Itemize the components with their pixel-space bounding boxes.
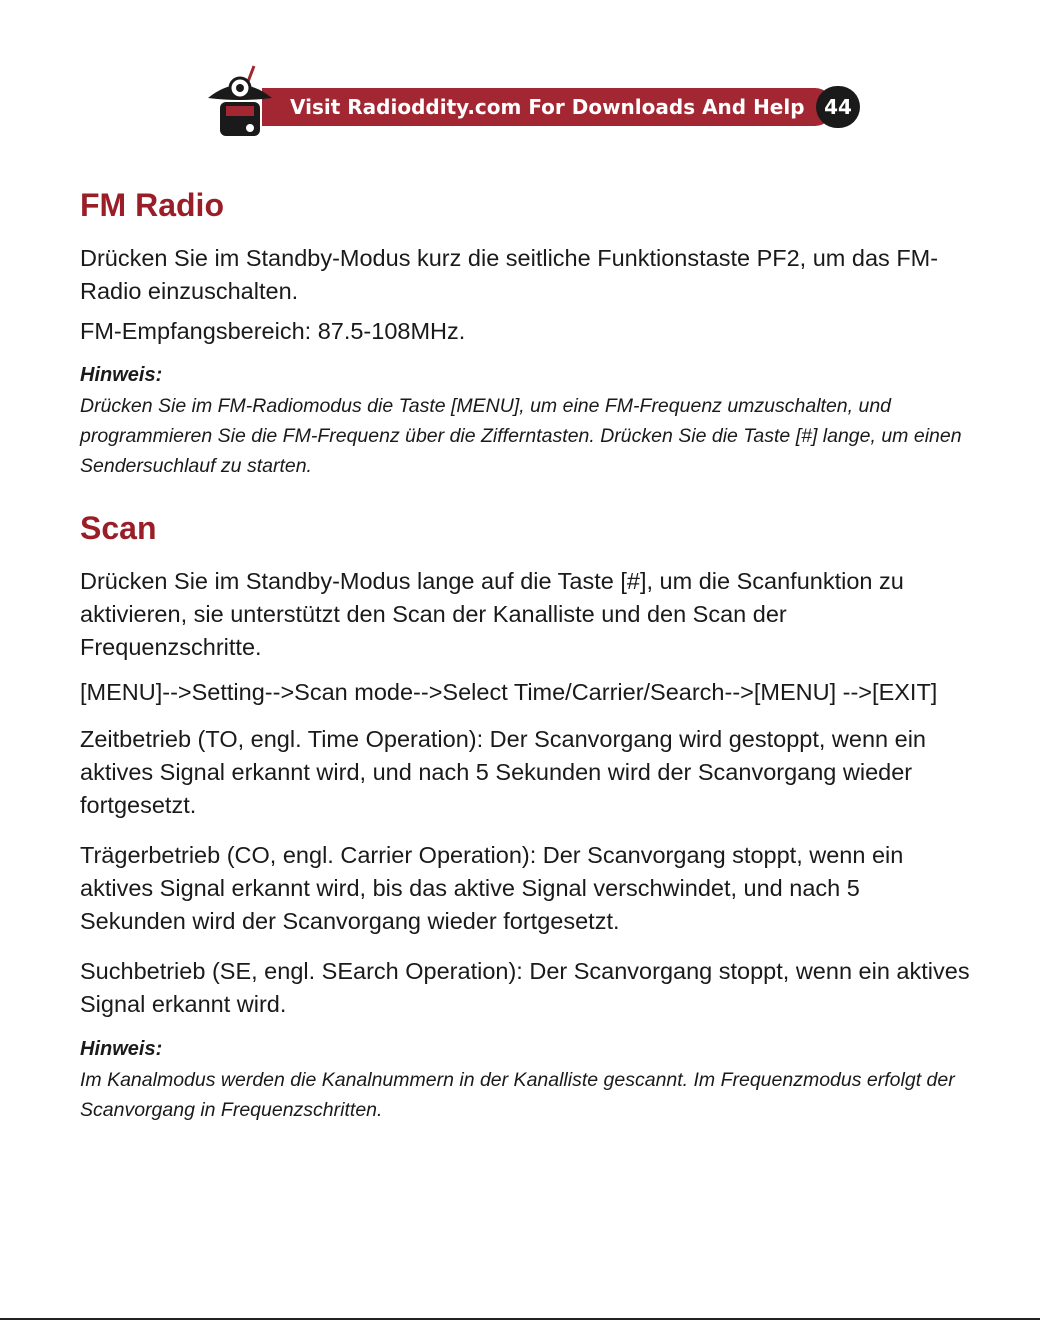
- scan-paragraph: Zeitbetrieb (TO, engl. Time Operation): Der Scanvorgang wird gestoppt, wenn ein aktives Signal erkannt wird, und nach 5 Sekunden wird der Scanvorgang wieder fortgesetzt.: [80, 726, 926, 818]
- scan-paragraph: Drücken Sie im Standby-Modus lange auf die Taste [#], um die Scanfunktion zu aktivieren, sie unterstützt den Scan der Kanalliste und den Scan der Frequenzschritte.: [80, 568, 904, 660]
- page-bottom-rule: [0, 1318, 1040, 1320]
- page-number-badge: 44: [816, 86, 860, 128]
- radioddity-mascot-icon: [200, 62, 280, 138]
- scan-section: [80, 507, 972, 1125]
- header-banner-text[interactable]: Visit Radioddity.com For Downloads And Help: [290, 95, 805, 119]
- fm-radio-paragraph: Drücken Sie im Standby-Modus kurz die seitliche Funktionstaste PF2, um das FM-Radio einzuschalten.: [80, 245, 939, 304]
- scan-paragraph: Trägerbetrieb (CO, engl. Carrier Operation): Der Scanvorgang stoppt, wenn ein aktives Signal erkannt wird, bis das aktive Signal verschwindet, und nach 5 Sekunden wird der Scanvorgang wieder fortgesetzt.: [80, 842, 904, 934]
- fm-radio-title: FM Radio: [80, 187, 224, 223]
- scan-note-text: Im Kanalmodus werden die Kanalnummern in der Kanalliste gescannt. Im Frequenzmodus erfolgt der Scanvorgang in Frequenzschritten.: [80, 1069, 955, 1121]
- scan-note-title: Hinweis:: [80, 1038, 163, 1060]
- scan-menu-path: [MENU]-->Setting-->Scan mode-->Select Time/Carrier/Search-->[MENU] -->[EXIT]: [80, 679, 938, 705]
- scan-title: Scan: [80, 510, 157, 546]
- fm-radio-paragraph: FM-Empfangsbereich: 87.5-108MHz.: [80, 318, 466, 344]
- fm-radio-note-text: Drücken Sie im FM-Radiomodus die Taste [MENU], um eine FM-Frequenz umzuschalten, und programmieren Sie die FM-Frequenz über die Zifferntasten. Drücken Sie die Taste [#] lange, um einen Sendersuchlauf zu starten.: [80, 395, 962, 477]
- page-header: [0, 0, 1040, 140]
- fm-radio-note-title: Hinweis:: [80, 364, 163, 386]
- scan-paragraph: Suchbetrieb (SE, engl. SEarch Operation): Der Scanvorgang stoppt, wenn ein aktives Signal erkannt wird.: [80, 958, 970, 1017]
- fm-radio-section: [80, 184, 972, 481]
- page-content: [80, 184, 972, 1125]
